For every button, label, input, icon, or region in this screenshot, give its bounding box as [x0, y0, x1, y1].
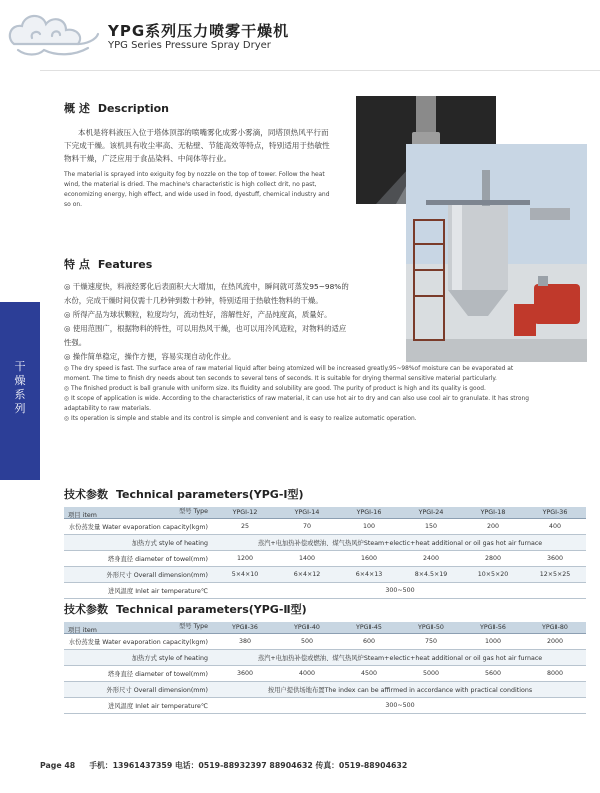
side-category-label [0, 360, 40, 416]
table-header-row [64, 507, 586, 519]
table-cell: 25 [214, 519, 276, 535]
item-label: 项目 item [68, 627, 97, 634]
text-line: ◎ The dry speed is fast. The surface area of raw material liquid after being atomized will be increased greatly.95~98%of moisture can be evaporated at [64, 366, 514, 372]
model-cell: YPGⅠ-18 [462, 507, 524, 519]
model-cell: YPGⅠ-36 [524, 507, 586, 519]
text-line: 下完成干燥。该机具有收尘率高、无粘壁、节能高效等特点，特别适用于热敏性 [64, 141, 330, 150]
text-line: adaptability to raw materials. [64, 406, 151, 412]
model-cell: YPGⅡ-80 [524, 622, 586, 634]
table-row [64, 583, 586, 599]
features-en-text [64, 364, 590, 424]
table-row [64, 567, 586, 583]
feature-cn-line: 性强。 [64, 338, 87, 347]
table1-heading-en: Technical parameters(YPG-Ⅰ型) [116, 488, 304, 501]
side-char: 列 [14, 402, 26, 415]
model-cell: YPGⅡ-45 [338, 622, 400, 634]
model-cell: YPGⅡ-50 [400, 622, 462, 634]
table-cell: 8000 [524, 666, 586, 682]
row-label: 塔身直径 diameter of towel(mm) [64, 551, 214, 567]
row-label: 进风温度 Inlet air temperature℃ [64, 583, 214, 599]
item-label: 项目 item [68, 512, 97, 519]
model-cell: YPGⅠ-16 [338, 507, 400, 519]
table-cell: 3600 [524, 551, 586, 567]
table-row [64, 682, 586, 698]
row-label: 外形尺寸 Overall dimension(mm) [64, 682, 214, 698]
type-label: 型号 Type [178, 623, 208, 630]
text-line: 本机是将料液压入位于塔体顶部的喷嘴雾化成雾小雾滴，同塔顶热风平行而 [78, 128, 329, 137]
row-label: 加热方式 style of heating [64, 535, 214, 551]
row-label: 加热方式 style of heating [64, 650, 214, 666]
overview-heading [64, 100, 169, 116]
feature-cn-line: ◎ 使用范围广，根据物料的特性，可以用热风干燥，也可以用冷风造粒，对物料的适应 [64, 324, 347, 333]
text-line: 物料干燥，广泛应用于食品染料、中间体等行业。 [64, 154, 232, 163]
table-span-cell: 按用户提供场地布置The index can be affirmed in accordance with practical conditions [214, 682, 586, 698]
table-cell: 100 [338, 519, 400, 535]
model-cell: YPGⅠ-24 [400, 507, 462, 519]
overview-heading-en: Description [97, 102, 169, 115]
table-cell: 2400 [400, 551, 462, 567]
text-line: ◎ It scope of application is wide. According to the characteristics of raw material, it can use hot air to dry and can also use cool air to granulate. It has strong [64, 396, 529, 402]
text-line: The material is sprayed into exiguity fog by nozzle on the top of tower. Follow the heat [64, 171, 325, 178]
table-span-cell: 300~500 [214, 583, 586, 599]
spray-dryer-photo [406, 144, 587, 362]
table-row [64, 650, 586, 666]
model-cell: YPGⅡ-36 [214, 622, 276, 634]
table-header-row [64, 622, 586, 634]
table-row [64, 634, 586, 650]
table-row [64, 535, 586, 551]
page-title: YPG系列压力喷雾干燥机 [108, 22, 290, 40]
side-char: 燥 [14, 374, 26, 387]
table-cell: 8×4.5×19 [400, 567, 462, 583]
table-cell: 6×4×13 [338, 567, 400, 583]
model-cell: YPGⅡ-40 [276, 622, 338, 634]
type-label: 型号 Type [178, 508, 208, 515]
model-cell: YPGⅠ-14 [276, 507, 338, 519]
table-cell: 750 [400, 634, 462, 650]
header-corner [64, 622, 214, 634]
table-span-cell: 蒸汽+电加热补偿或燃油、煤气热风炉Steam+electic+heat additional or oil gas hot air furnace [214, 535, 586, 551]
row-label: 水份蒸发量 Water evaporation capacity(kgm) [64, 519, 214, 535]
features-heading-en: Features [97, 258, 153, 271]
page-subtitle: YPG Series Pressure Spray Dryer [108, 40, 271, 51]
header-corner [64, 507, 214, 519]
text-line: wind, the material is dried. The machine's characteristic is high collect drit, no past, [64, 181, 317, 188]
table-row [64, 519, 586, 535]
row-label: 进风温度 Inlet air temperature℃ [64, 698, 214, 714]
table2-heading [64, 601, 307, 617]
table-cell: 150 [400, 519, 462, 535]
side-char: 系 [14, 388, 26, 401]
feature-cn-line: ◎ 干燥速度快，料液经雾化后表面积大大增加，在热风流中，瞬间就可蒸发95~98%的 [64, 282, 349, 291]
features-heading-cn: 特 点 [64, 258, 90, 271]
overview-heading-cn: 概 述 [64, 102, 90, 115]
side-char: 干 [14, 360, 26, 373]
table-span-cell: 蒸汽+电加热补偿或燃油、煤气热风炉Steam+electic+heat additional or oil gas hot air furnace [214, 650, 586, 666]
table-cell: 380 [214, 634, 276, 650]
page-header [0, 0, 600, 68]
table-cell: 2800 [462, 551, 524, 567]
text-line: moment. The time to finish dry needs about ten seconds to several tens of seconds. It is suitable for drying thermal sensitive material particularly. [64, 376, 497, 382]
contact-info: 手机：13961437359 电话：0519-88932397 88904632 传真：0519-88904632 [89, 761, 408, 770]
table-row [64, 551, 586, 567]
page-footer [40, 760, 407, 771]
feature-cn-line: ◎ 所得产品为球状颗粒，粒度均匀，流动性好，溶解性好，产品纯度高，质量好。 [64, 310, 332, 319]
table-span-cell: 300~500 [214, 698, 586, 714]
table-cell: 5000 [400, 666, 462, 682]
page-number: Page 48 [40, 761, 76, 770]
table-cell: 5600 [462, 666, 524, 682]
feature-cn-line: 水份，完成干燥时间仅需十几秒钟到数十秒钟，特别适用于热敏性物料的干燥。 [64, 296, 323, 305]
table-cell: 500 [276, 634, 338, 650]
table1-heading [64, 486, 304, 502]
table2-heading-en: Technical parameters(YPG-Ⅱ型) [116, 603, 307, 616]
table-row [64, 698, 586, 714]
table-cell: 1600 [338, 551, 400, 567]
table-cell: 1400 [276, 551, 338, 567]
table-cell: 4000 [276, 666, 338, 682]
table1-heading-cn: 技术参数 [64, 488, 108, 501]
table-cell: 4500 [338, 666, 400, 682]
overview-en-text [64, 170, 356, 210]
features-heading [64, 256, 152, 272]
text-line: economizing energy, high effect, and wide used in food, dyestuff, chemical industry and [64, 191, 330, 198]
table-cell: 1000 [462, 634, 524, 650]
table-cell: 5×4×10 [214, 567, 276, 583]
text-line: ◎ The finished product is ball granule with uniform size. Its fluidity and solubility are good. The purity of product is high and its quality is good. [64, 386, 486, 392]
table-cell: 400 [524, 519, 586, 535]
table-cell: 70 [276, 519, 338, 535]
table-cell: 10×5×20 [462, 567, 524, 583]
table-cell: 3600 [214, 666, 276, 682]
param-table-2 [64, 622, 586, 714]
param-table-1 [64, 507, 586, 599]
table-cell: 2000 [524, 634, 586, 650]
row-label: 水份蒸发量 Water evaporation capacity(kgm) [64, 634, 214, 650]
row-label: 外形尺寸 Overall dimension(mm) [64, 567, 214, 583]
text-line: ◎ Its operation is simple and stable and its control is simple and convenient and is easy to realize automatic operation. [64, 416, 417, 422]
table-cell: 6×4×12 [276, 567, 338, 583]
table-cell: 12×5×25 [524, 567, 586, 583]
feature-cn-line: ◎ 操作简单稳定，操作方便，容易实现自动化作业。 [64, 352, 236, 361]
text-line: so on. [64, 201, 83, 208]
table-cell: 1200 [214, 551, 276, 567]
overview-cn-text [64, 126, 364, 165]
row-label: 塔身直径 diameter of towel(mm) [64, 666, 214, 682]
cloud-logo-icon [4, 4, 102, 60]
table2-heading-cn: 技术参数 [64, 603, 108, 616]
table-cell: 600 [338, 634, 400, 650]
model-cell: YPGⅠ-12 [214, 507, 276, 519]
model-cell: YPGⅡ-56 [462, 622, 524, 634]
table-cell: 200 [462, 519, 524, 535]
table-row [64, 666, 586, 682]
